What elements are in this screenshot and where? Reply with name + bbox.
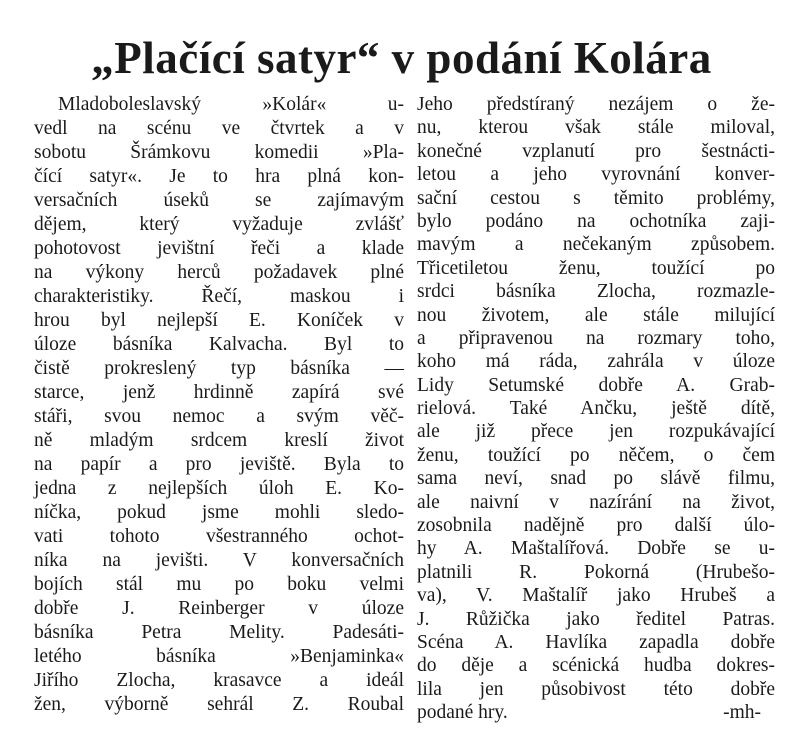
- article-column-left: [34, 93, 404, 717]
- text-line: ně mladým srdcem kreslí život: [34, 430, 404, 451]
- text-line: sační cestou s těmito problémy,: [417, 187, 775, 209]
- text-line: nu, kterou však stále miloval,: [417, 117, 775, 139]
- text-line: Scéna A. Havlíka zapadla dobře: [417, 631, 775, 653]
- text-line: J. Růžička jako ředitel Patras.: [417, 608, 775, 630]
- text-line: čící satyr«. Je to hra plná kon-: [34, 166, 404, 187]
- text-line: na výkony herců požadavek plné: [34, 262, 404, 283]
- text-line: žen, výborně sehrál Z. Roubal: [34, 694, 404, 715]
- text-line: konečné vzplanutí pro šestnácti-: [417, 140, 775, 162]
- text-line: zosobnila nadějně pro další úlo-: [417, 515, 775, 537]
- text-line: jedna z nejlepších úloh E. Ko-: [34, 478, 404, 499]
- text-line: úloze básníka Kalvacha. Byl to: [34, 334, 404, 355]
- text-line: dějem, který vyžaduje zvlášť: [34, 214, 404, 235]
- text-line: pohotovost jevištní řeči a klade: [34, 238, 404, 259]
- text-line: lila jen působivost této dobře: [417, 678, 775, 700]
- author-signature: -mh-: [723, 702, 761, 724]
- text-line: mavým a nečekaným způsobem.: [417, 234, 775, 256]
- text-line: srdci básníka Zlocha, rozmazle-: [417, 281, 775, 303]
- text-line: vati tohoto všestranného ochot-: [34, 526, 404, 547]
- text-line: ale již přece jen rozpukávající: [417, 421, 775, 443]
- text-line: va), V. Maštalíř jako Hrubeš a: [417, 585, 775, 607]
- text-line: hy A. Maštalířová. Dobře se u-: [417, 538, 775, 560]
- text-line: níčka, pokud jsme mohli sledo-: [34, 502, 404, 523]
- text-line: nou životem, ale stále milující: [417, 304, 775, 326]
- text-line: sama neví, snad po slávě filmu,: [417, 468, 775, 490]
- text-line: vedl na scénu ve čtvrtek a v: [34, 118, 404, 139]
- text-line: ženu, toužící po něčem, o čem: [417, 444, 775, 466]
- text-line: platnili R. Pokorná (Hrubešo-: [417, 561, 775, 583]
- final-line: [417, 701, 775, 724]
- text-line: koho má ráda, zahrála v úloze: [417, 351, 775, 373]
- text-line: letého básníka »Benjaminka«: [34, 646, 404, 667]
- article-title: „Plačící satyr“ v podání Kolára: [91, 33, 712, 83]
- text-line: ale naivní v nazírání na život,: [417, 491, 775, 513]
- text-line: níka na jevišti. V konversačních: [34, 550, 404, 571]
- text-line: letou a jeho vyrovnání konver-: [417, 164, 775, 186]
- text-line: sobotu Šrámkovu komedii »Pla-: [34, 142, 404, 163]
- text-line: bojích stál mu po boku velmi: [34, 574, 404, 595]
- text-line: dobře J. Reinberger v úloze: [34, 598, 404, 619]
- text-line: čistě prokreslený typ básníka —: [34, 358, 404, 379]
- text-line: básníka Petra Melity. Padesáti-: [34, 622, 404, 643]
- text-line: Jeho předstíraný nezájem o že-: [417, 94, 775, 115]
- article-column-right: [417, 93, 775, 725]
- text-line: na papír a pro jeviště. Byla to: [34, 454, 404, 475]
- final-text: podané hry.: [417, 702, 508, 724]
- text-line: starce, jenž hrdinně zapírá své: [34, 382, 404, 403]
- text-line: bylo podáno na ochotníka zaji-: [417, 210, 775, 232]
- text-line: rielová. Také Ančku, ještě dítě,: [417, 398, 775, 420]
- text-line: Lidy Setumské dobře A. Grab-: [417, 374, 775, 396]
- text-line: stáři, svou nemoc a svým věč-: [34, 406, 404, 427]
- text-line: Jiřího Zlocha, krasavce a ideál: [34, 670, 404, 691]
- text-line: a připravenou na rozmary toho,: [417, 327, 775, 349]
- text-line: do děje a scénická hudba dokres-: [417, 655, 775, 677]
- text-line: versačních úseků se zajímavým: [34, 190, 404, 211]
- text-line: Třicetiletou ženu, toužící po: [417, 257, 775, 279]
- text-line: Mladoboleslavský »Kolár« u-: [58, 94, 404, 115]
- text-line: charakteristiky. Řečí, maskou i: [34, 286, 404, 307]
- text-line: hrou byl nejlepší E. Koníček v: [34, 310, 404, 331]
